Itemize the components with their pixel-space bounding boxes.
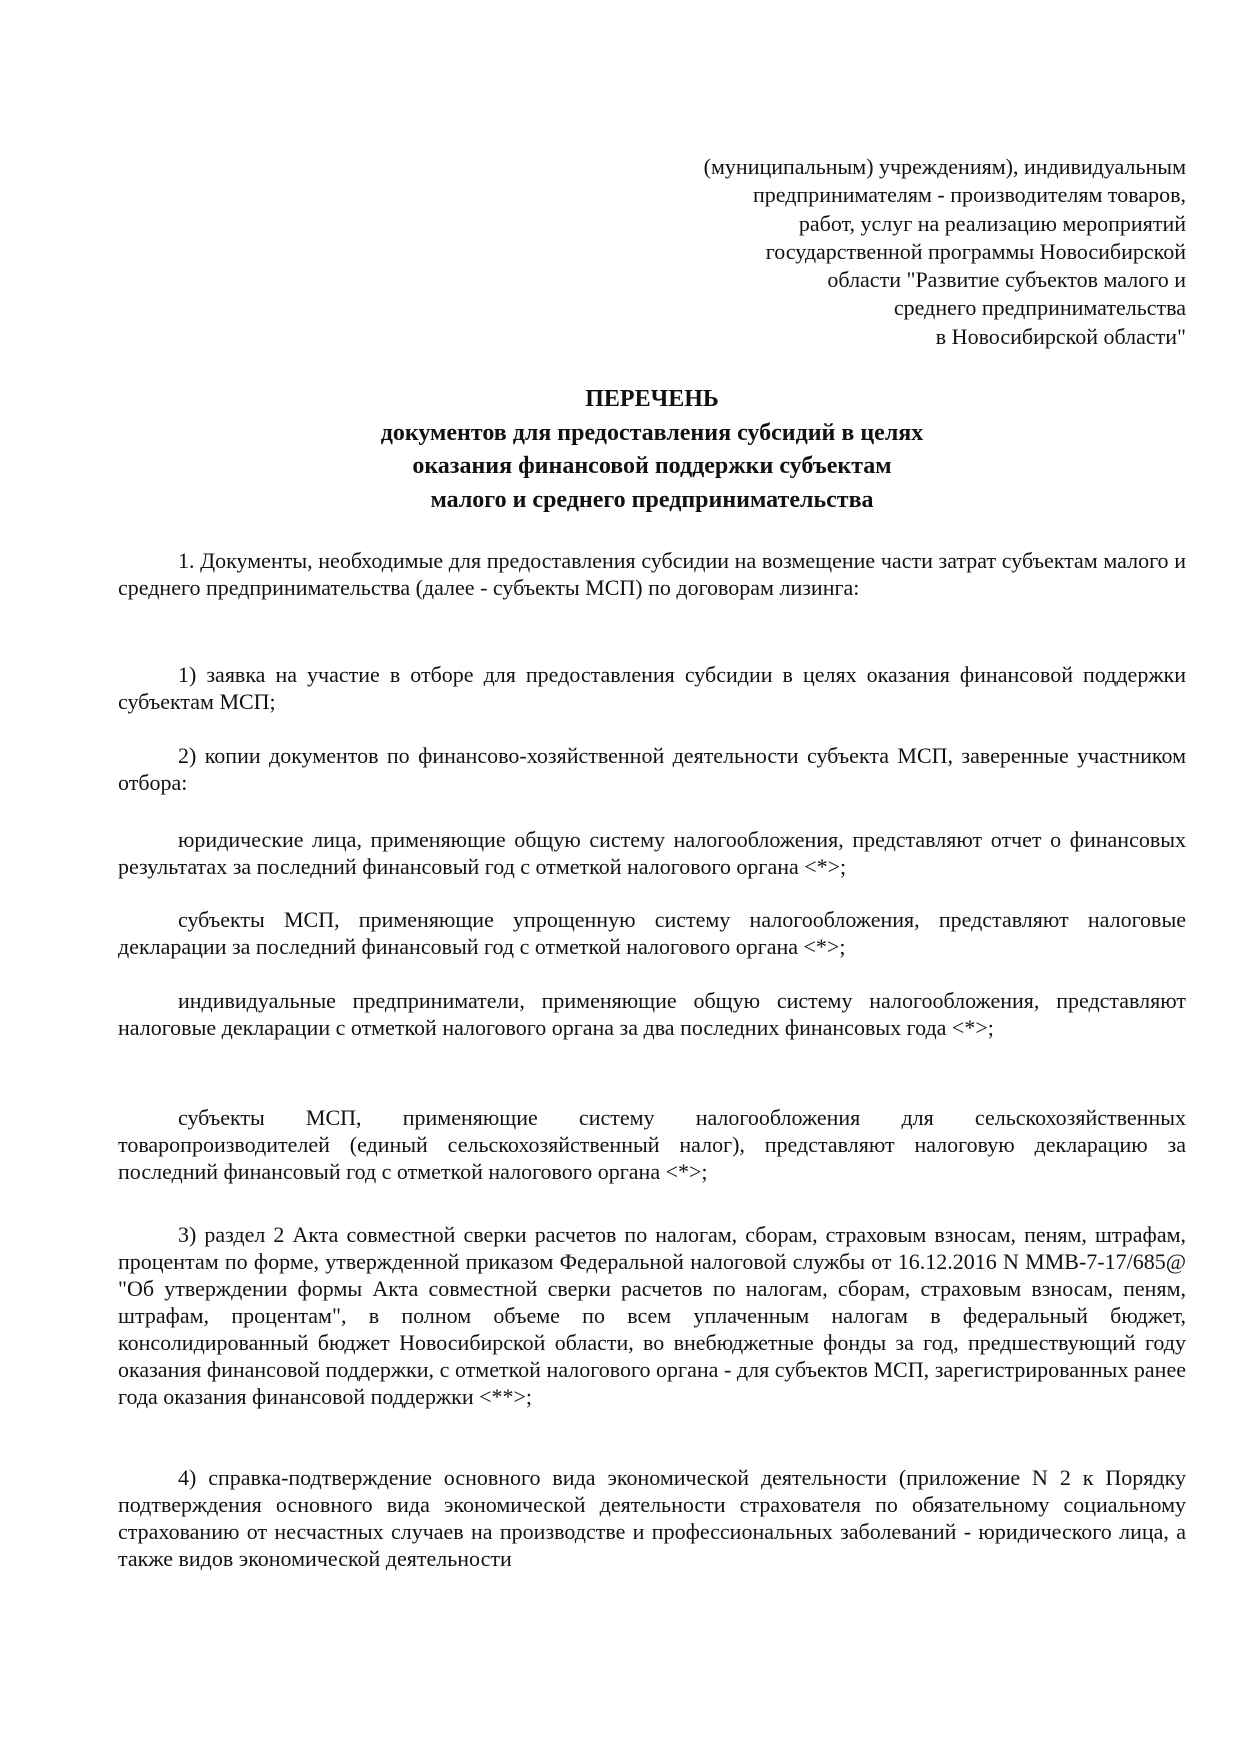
paragraph-individual-entrepreneurs: индивидуальные предприниматели, применяющие общую систему налогообложения, представляют налоговые декларации с отметкой налогового органа за два последних финансовых года <*>; — [118, 988, 1186, 1040]
header-line: работ, услуг на реализацию мероприятий — [798, 210, 1186, 236]
paragraph-agricultural-tax: субъекты МСП, применяющие систему налогообложения для сельскохозяйственных товаропроизводителей (единый сельскохозяйственный налог), представляют налоговую декларацию за последний финансовый год с отметкой налогового органа <*>; — [118, 1105, 1186, 1184]
document-title — [118, 383, 1186, 518]
paragraph-1: 1. Документы, необходимые для предоставления субсидии на возмещение части затрат субъектам малого и среднего предпринимательства (далее - субъекты МСП) по договорам лизинга: — [118, 548, 1186, 600]
title-line: оказания финансовой поддержки субъектам — [412, 453, 892, 480]
header-line: (муниципальным) учреждениям), индивидуальным — [703, 154, 1186, 179]
paragraph-item-2: 2) копии документов по финансово-хозяйственной деятельности субъекта МСП, заверенные участником отбора: — [118, 743, 1186, 795]
document-header-addressee — [586, 153, 1186, 351]
paragraph-item-1: 1) заявка на участие в отборе для предоставления субсидии в целях оказания финансовой поддержки субъектам МСП; — [118, 662, 1186, 714]
header-line: области "Развитие субъектов малого и — [827, 267, 1186, 293]
header-line: в Новосибирской области" — [935, 323, 1186, 349]
paragraph-item-4: 4) справка-подтверждение основного вида экономической деятельности (приложение N 2 к Порядку подтверждения основного вида экономической деятельности страхователя по обязательному социальному страхованию от несчастных случаев на производстве и профессиональных заболеваний - юридического лица, а также видов экономической деятельности — [118, 1465, 1186, 1571]
header-line: среднего предпринимательства — [893, 295, 1186, 321]
paragraph-legal-entities: юридические лица, применяющие общую систему налогообложения, представляют отчет о финансовых результатах за последний финансовый год с отметкой налогового органа <*>; — [118, 827, 1186, 879]
header-line: государственной программы Новосибирской — [765, 238, 1186, 264]
title-line: ПЕРЕЧЕНЬ — [585, 386, 719, 412]
paragraph-item-3: 3) раздел 2 Акта совместной сверки расчетов по налогам, сборам, страховым взносам, пеням, штрафам, процентам по форме, утвержденной приказом Федеральной налоговой службы от 16.12.2016 N ММВ-7-17/685@ "Об утверждении формы Акта совместной сверки расчетов по налогам, сборам, страховым взносам, пеням, штрафам, процентам", в полном объеме по всем уплаченным налогам в федеральный бюджет, консолидированный бюджет Новосибирской области, во внебюджетные фонды за год, предшествующий году оказания финансовой поддержки, с отметкой налогового органа - для субъектов МСП, зарегистрированных ранее года оказания финансовой поддержки <**>; — [118, 1222, 1186, 1409]
title-line: документов для предоставления субсидий в целях — [380, 419, 924, 446]
title-line: малого и среднего предпринимательства — [430, 487, 874, 514]
paragraph-simplified-tax: субъекты МСП, применяющие упрощенную систему налогообложения, представляют налоговые декларации за последний финансовый год с отметкой налогового органа <*>; — [118, 907, 1186, 959]
header-line: предпринимателям - производителям товаров, — [752, 182, 1186, 208]
